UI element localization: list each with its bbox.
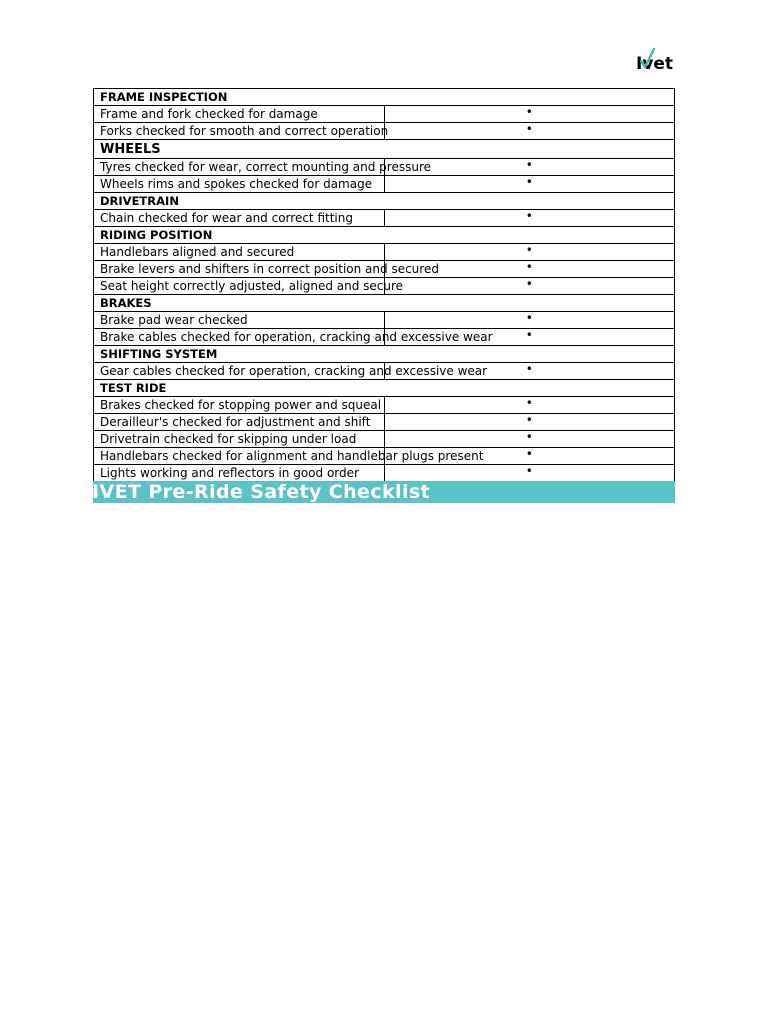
check-bullet: • <box>384 448 675 465</box>
checklist-item-label: Wheels rims and spokes checked for damage <box>94 176 385 193</box>
section-header-row <box>94 193 675 210</box>
check-bullet: • <box>384 397 675 414</box>
safety-checklist-table <box>93 88 675 482</box>
check-bullet: • <box>384 244 675 261</box>
check-bullet: • <box>384 123 675 140</box>
checklist-item-label: Gear cables checked for operation, cracking and excessive wear <box>94 363 385 380</box>
checklist-item-row <box>94 431 675 448</box>
section-title: DRIVETRAIN <box>94 193 675 210</box>
checklist-item-row <box>94 159 675 176</box>
section-title: WHEELS <box>94 140 675 159</box>
checklist-item-label: Derailleur's checked for adjustment and shift <box>94 414 385 431</box>
section-header-row <box>94 140 675 159</box>
checklist-item-label: Drivetrain checked for skipping under load <box>94 431 385 448</box>
check-bullet: • <box>384 176 675 193</box>
check-bullet: • <box>384 363 675 380</box>
section-title: FRAME INSPECTION <box>94 89 675 106</box>
checklist-item-label: Handlebars aligned and secured <box>94 244 385 261</box>
ivet-logo <box>634 47 676 73</box>
section-title: RIDING POSITION <box>94 227 675 244</box>
checklist-item-label: Seat height correctly adjusted, aligned and secure <box>94 278 385 295</box>
checklist-item-label: Lights working and reflectors in good order <box>94 465 385 482</box>
checklist-item-label: Tyres checked for wear, correct mounting and pressure <box>94 159 385 176</box>
check-bullet: • <box>384 278 675 295</box>
checklist-item-row <box>94 414 675 431</box>
section-header-row <box>94 295 675 312</box>
checklist-item-label: Brakes checked for stopping power and squeal <box>94 397 385 414</box>
checklist-title: IVET Pre-Ride Safety Checklist <box>92 481 431 503</box>
check-bullet: • <box>384 106 675 123</box>
check-bullet: • <box>384 431 675 448</box>
check-bullet: • <box>384 210 675 227</box>
checklist-item-row <box>94 176 675 193</box>
checklist-item-label: Brake pad wear checked <box>94 312 385 329</box>
section-header-row <box>94 346 675 363</box>
section-header-row <box>94 89 675 106</box>
checklist-item-row <box>94 465 675 482</box>
ivet-logo-mark <box>634 47 676 73</box>
checklist-item-row <box>94 106 675 123</box>
checklist-item-row <box>94 123 675 140</box>
checklist-item-row <box>94 278 675 295</box>
checklist-item-label: Forks checked for smooth and correct operation <box>94 123 385 140</box>
checklist-title-bar <box>93 481 675 503</box>
checklist-item-row <box>94 397 675 414</box>
section-header-row <box>94 227 675 244</box>
checklist-item-label: Frame and fork checked for damage <box>94 106 385 123</box>
checklist-item-row <box>94 210 675 227</box>
check-bullet: • <box>384 465 675 482</box>
checklist-item-label: Chain checked for wear and correct fitting <box>94 210 385 227</box>
check-bullet: • <box>384 261 675 278</box>
checklist-item-row <box>94 244 675 261</box>
checklist-item-row <box>94 312 675 329</box>
section-header-row <box>94 380 675 397</box>
checklist-item-row <box>94 448 675 465</box>
checklist-item-row <box>94 363 675 380</box>
checklist-item-label: Brake levers and shifters in correct position and secured <box>94 261 385 278</box>
check-bullet: • <box>384 312 675 329</box>
check-bullet: • <box>384 159 675 176</box>
check-bullet: • <box>384 414 675 431</box>
section-title: BRAKES <box>94 295 675 312</box>
section-title: TEST RIDE <box>94 380 675 397</box>
checklist-body <box>94 89 675 482</box>
checklist-item-label: Handlebars checked for alignment and handlebar plugs present <box>94 448 385 465</box>
checklist-item-row <box>94 329 675 346</box>
logo-text: Ivet <box>636 54 674 74</box>
checklist-item-row <box>94 261 675 278</box>
checklist-item-label: Brake cables checked for operation, cracking and excessive wear <box>94 329 385 346</box>
section-title: SHIFTING SYSTEM <box>94 346 675 363</box>
check-bullet: • <box>384 329 675 346</box>
